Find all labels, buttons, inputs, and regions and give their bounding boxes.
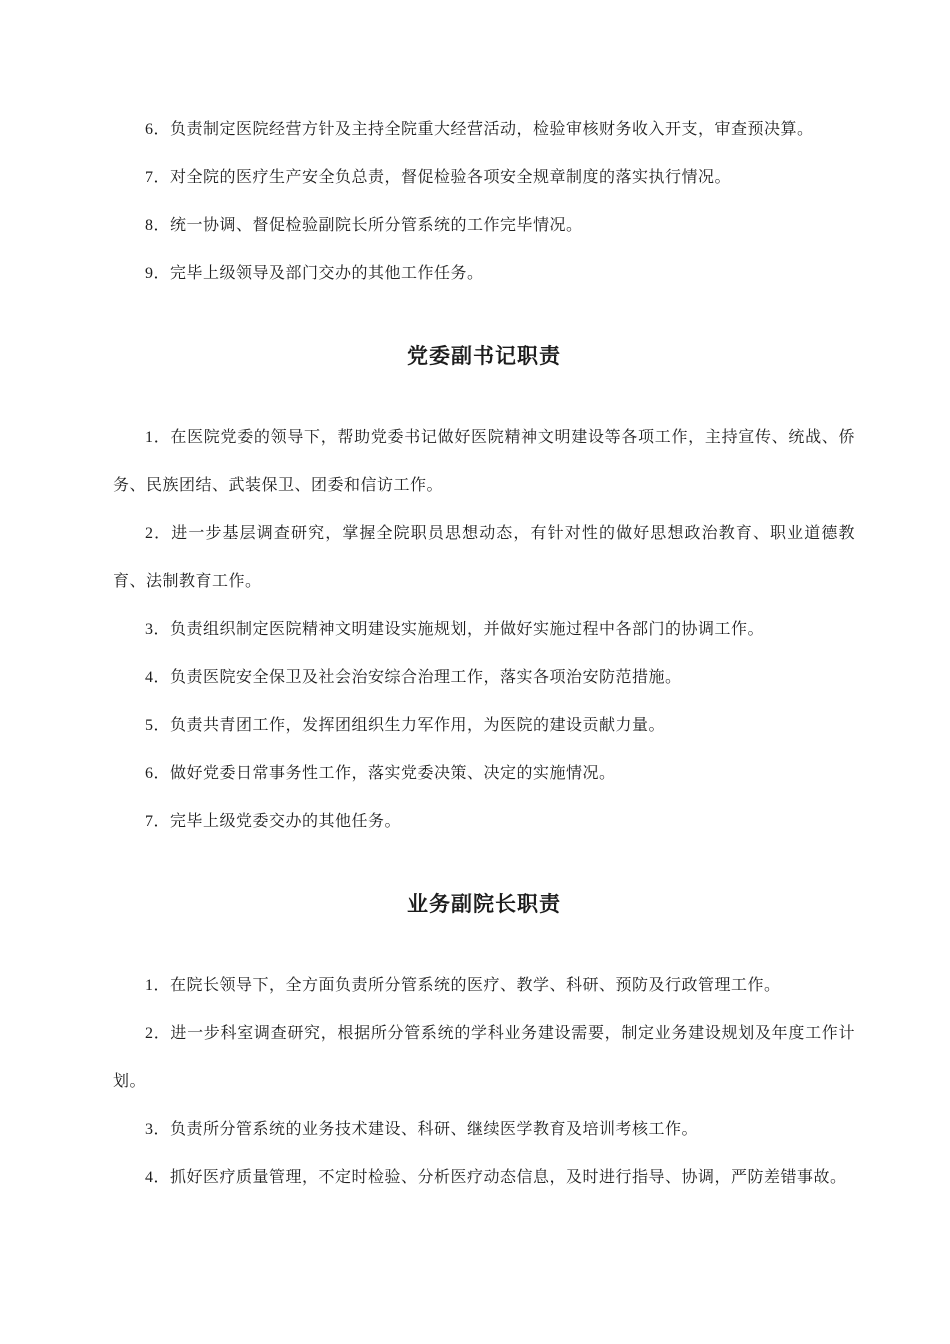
section-heading-party-deputy-secretary: 党委副书记职责 [407,344,561,368]
list-item: 1．在院长领导下，全方面负责所分管系统的医疗、教学、科研、预防及行政管理工作。 [145,977,781,994]
list-item: 2．进一步基层调查研究，掌握全院职员思想动态，有针对性的做好思想政治教育、职业道德教育、法制教育工作。 [113,525,855,590]
list-item: 2．进一步科室调查研究，根据所分管系统的学科业务建设需要，制定业务建设规划及年度工作计划。 [113,1025,855,1090]
list-item: 6．负责制定医院经营方针及主持全院重大经营活动，检验审核财务收入开支，审查预决算。 [145,121,814,138]
list-item: 5．负责共青团工作，发挥团组织生力军作用，为医院的建设贡献力量。 [145,717,666,734]
list-item: 1．在医院党委的领导下，帮助党委书记做好医院精神文明建设等各项工作，主持宣传、统战、侨务、民族团结、武装保卫、团委和信访工作。 [113,429,855,494]
list-item: 4．负责医院安全保卫及社会治安综合治理工作，落实各项治安防范措施。 [145,669,682,686]
list-item: 7．对全院的医疗生产安全负总责，督促检验各项安全规章制度的落实执行情况。 [145,169,732,186]
section-heading-business-vice-president: 业务副院长职责 [407,892,561,916]
list-item: 3．负责所分管系统的业务技术建设、科研、继续医学教育及培训考核工作。 [145,1121,699,1138]
list-item: 8．统一协调、督促检验副院长所分管系统的工作完毕情况。 [145,217,583,234]
list-item: 3．负责组织制定医院精神文明建设实施规划，并做好实施过程中各部门的协调工作。 [145,621,765,638]
list-item: 6．做好党委日常事务性工作，落实党委决策、决定的实施情况。 [145,765,616,782]
list-item: 7．完毕上级党委交办的其他任务。 [145,813,402,830]
list-item: 4．抓好医疗质量管理，不定时检验、分析医疗动态信息，及时进行指导、协调，严防差错事故。 [145,1169,847,1186]
list-item: 9．完毕上级领导及部门交办的其他工作任务。 [145,265,484,282]
